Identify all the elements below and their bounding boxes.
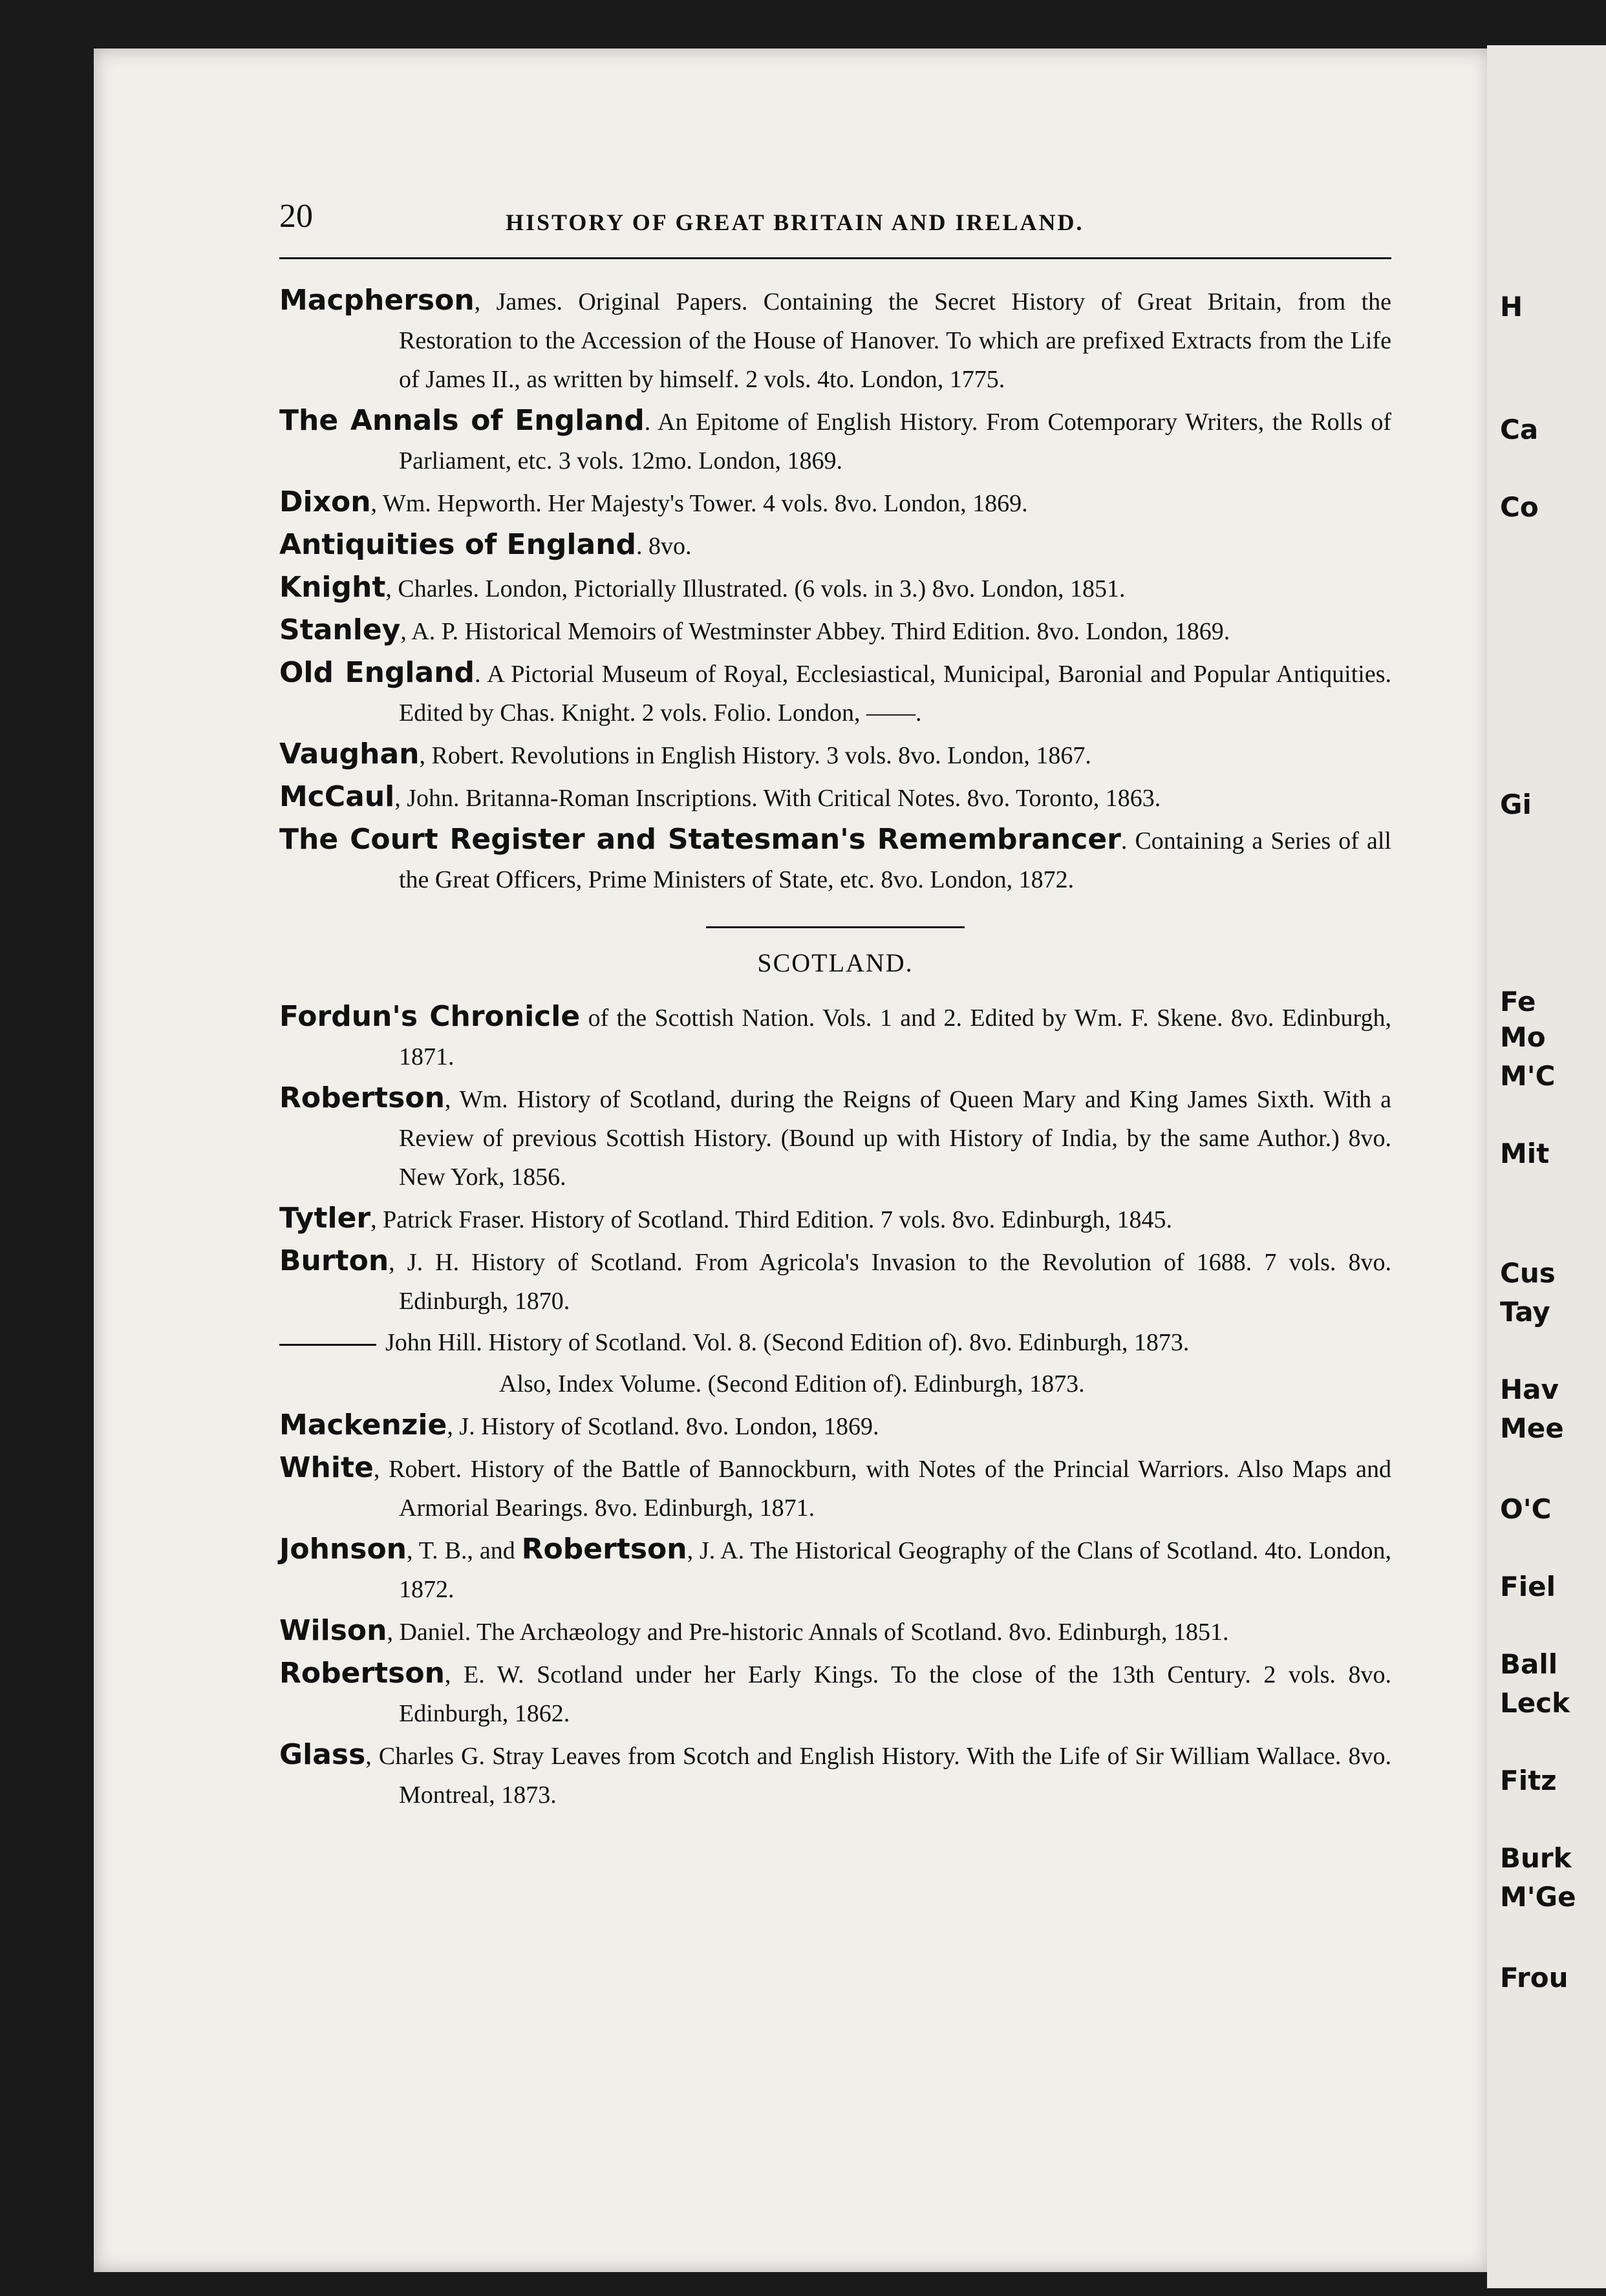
entry-text: , Daniel. The Archæology and Pre-historic Annals of Scotland. 8vo. Edinburgh, 1851. — [387, 1619, 1229, 1646]
bibliography-entry — [279, 401, 1391, 480]
entry-text: , A. P. Historical Memoirs of Westminster Abbey. Third Edition. 8vo. London, 1869. — [400, 618, 1230, 645]
bibliography — [279, 281, 1391, 1817]
entry-text: of the Scottish Nation. Vols. 1 and 2. Edited by Wm. F. Skene. 8vo. Edinburgh, 1871. — [399, 1004, 1391, 1070]
entry-head: Stanley — [279, 613, 401, 646]
bibliography-entry — [279, 526, 1391, 566]
running-title: HISTORY OF GREAT BRITAIN AND IRELAND. — [506, 209, 1084, 235]
entry-head: Dixon — [279, 485, 371, 518]
bibliography-entry — [279, 1079, 1391, 1196]
entry-text: , J. A. The Historical Geography of the Clans of Scotland. 4to. London, 1872. — [399, 1537, 1392, 1603]
section-divider — [706, 926, 965, 928]
facing-page-fragment: Co — [1500, 491, 1539, 523]
entry-text: . A Pictorial Museum of Royal, Ecclesiastical, Municipal, Baronial and Popular Antiquities. Edited by Chas. Knight. 2 vols. Folio. London, ——. — [399, 661, 1391, 727]
facing-page-fragment: Frou — [1500, 1962, 1569, 1993]
entry-text: , Patrick Fraser. History of Scotland. Third Edition. 7 vols. 8vo. Edinburgh, 1845. — [370, 1206, 1172, 1233]
entry-text: , E. W. Scotland under her Early Kings. To the close of the 13th Century. 2 vols. 8vo. Edinburgh, 1862. — [399, 1661, 1391, 1727]
entry-text: , Wm. History of Scotland, during the Reigns of Queen Mary and King James Sixth. With a Review of previous Scottish History. (Bound up with History of India, by the same Author.) 8vo. New York, 1856. — [399, 1086, 1391, 1191]
scotland-entries-2 — [279, 1406, 1391, 1527]
entry-text: John Hill. History of Scotland. Vol. 8. (Second Edition of). 8vo. Edinburgh, 1873. — [385, 1329, 1190, 1356]
facing-page-fragment: Mit — [1500, 1138, 1550, 1169]
entry-text: , J. H. History of Scotland. From Agricola's Invasion to the Revolution of 1688. 7 vols. 8vo. Edinburgh, 1870. — [389, 1249, 1391, 1315]
scotland-entries — [279, 997, 1391, 1321]
facing-page-fragment: Tay — [1500, 1296, 1550, 1328]
entry-text: , James. Original Papers. Containing the Secret History of Great Britain, from the Restoration to the Accession of the House of Hanover. To which are prefixed Extracts from the Life of James II., as written by himself. 2 vols. 4to. London, 1775. — [399, 288, 1391, 393]
facing-page-fragment: H — [1500, 291, 1523, 323]
entry-head: Vaughan — [279, 738, 420, 771]
entry-text: , J. History of Scotland. 8vo. London, 1869. — [447, 1413, 879, 1440]
england-entries — [279, 281, 1391, 899]
facing-page-fragment: Mee — [1500, 1412, 1564, 1444]
page-header — [279, 197, 1391, 249]
entry-head: Robertson — [279, 1081, 445, 1114]
facing-page-fragment: O'C — [1500, 1493, 1552, 1525]
facing-page-fragment: Fiel — [1500, 1571, 1556, 1602]
entry-head: White — [279, 1451, 374, 1484]
facing-page-fragment: Gi — [1500, 789, 1532, 820]
entry-text: , Wm. Hepworth. Her Majesty's Tower. 4 vols. 8vo. London, 1869. — [370, 490, 1028, 517]
entry-head: Glass — [279, 1738, 366, 1771]
bibliography-entry-continuation: Also, Index Volume. (Second Edition of). Edinburgh, 1873. — [499, 1370, 1085, 1398]
entry-head: Robertson — [521, 1533, 687, 1566]
facing-page-fragment: Ca — [1500, 414, 1539, 445]
entry-head: Tytler — [279, 1202, 371, 1235]
header-rule — [279, 257, 1391, 259]
facing-page-fragment: Fitz — [1500, 1765, 1557, 1796]
bibliography-entry — [279, 654, 1391, 732]
bibliography-entry — [279, 1242, 1391, 1321]
entry-head: Knight — [279, 571, 386, 604]
entry-text: , John. Britanna-Roman Inscriptions. With Critical Notes. 8vo. Toronto, 1863. — [394, 785, 1161, 812]
entry-head: Antiquities of England — [279, 528, 637, 561]
bibliography-entry — [279, 820, 1391, 899]
entry-head: Old England — [279, 656, 475, 689]
entry-head: Burton — [279, 1244, 389, 1277]
bibliography-entry — [279, 1449, 1391, 1527]
entry-head: Fordun's Chronicle — [279, 1000, 581, 1033]
entry-head: Mackenzie — [279, 1408, 447, 1441]
facing-page-fragment: Fe — [1500, 986, 1536, 1017]
facing-page-fragment: Hav — [1500, 1374, 1559, 1405]
bibliography-entry — [279, 611, 1391, 651]
bibliography-entry — [279, 735, 1391, 775]
entry-text: , Charles G. Stray Leaves from Scotch and English History. With the Life of Sir William Wallace. 8vo. Montreal, 1873. — [365, 1743, 1391, 1809]
bibliography-entry — [279, 568, 1391, 608]
page-number: 20 — [279, 198, 313, 235]
bibliography-entry — [279, 778, 1391, 818]
bibliography-entry — [279, 483, 1391, 523]
facing-page-fragment: M'C — [1500, 1060, 1556, 1092]
facing-page-fragment: Mo — [1500, 1021, 1546, 1053]
bibliography-entry — [279, 281, 1391, 399]
entry-head: McCaul — [279, 780, 395, 813]
ditto-dash — [279, 1344, 376, 1346]
bibliography-entry — [279, 1530, 1391, 1609]
entry-text: . Containing a Series of all the Great Officers, Prime Ministers of State, etc. 8vo. London, 1872. — [399, 827, 1391, 893]
bibliography-entry — [279, 1611, 1391, 1652]
bibliography-entry — [279, 1323, 1391, 1362]
facing-page-fragment: M'Ge — [1500, 1881, 1576, 1913]
bibliography-entry — [279, 1654, 1391, 1733]
facing-page-edge — [1487, 45, 1606, 2288]
bibliography-entry — [279, 1406, 1391, 1446]
bibliography-entry — [279, 1199, 1391, 1239]
bibliography-entry — [279, 997, 1391, 1076]
entry-text: . An Epitome of English History. From Cotemporary Writers, the Rolls of Parliament, etc. 3 vols. 12mo. London, 1869. — [399, 409, 1392, 474]
entry-text: . 8vo. — [636, 533, 692, 560]
bibliography-entry — [279, 1736, 1391, 1814]
entry-head: Johnson — [279, 1533, 407, 1566]
facing-page-fragment: Leck — [1500, 1687, 1570, 1719]
facing-page-fragment: Cus — [1500, 1257, 1556, 1289]
entry-head: Wilson — [279, 1614, 387, 1647]
entry-text: , Robert. Revolutions in English History. 3 vols. 8vo. London, 1867. — [419, 742, 1091, 769]
entry-text: , Robert. History of the Battle of Bannockburn, with Notes of the Princial Warriors. Also Maps and Armorial Bearings. 8vo. Edinburgh, 1871. — [373, 1456, 1391, 1522]
scotland-entries-3 — [279, 1611, 1391, 1814]
section-title: SCOTLAND. — [757, 948, 914, 977]
entry-head: The Court Register and Statesman's Remembrancer — [279, 823, 1121, 856]
facing-page-fragment: Burk — [1500, 1842, 1572, 1874]
entry-head: Macpherson — [279, 284, 475, 317]
entry-text: , Charles. London, Pictorially Illustrated. (6 vols. in 3.) 8vo. London, 1851. — [385, 575, 1126, 602]
entry-head: Robertson — [279, 1657, 445, 1690]
entry-head: The Annals of England — [279, 404, 645, 437]
facing-page-fragment: Ball — [1500, 1648, 1558, 1680]
entry-text: , T. B., and — [407, 1537, 522, 1564]
